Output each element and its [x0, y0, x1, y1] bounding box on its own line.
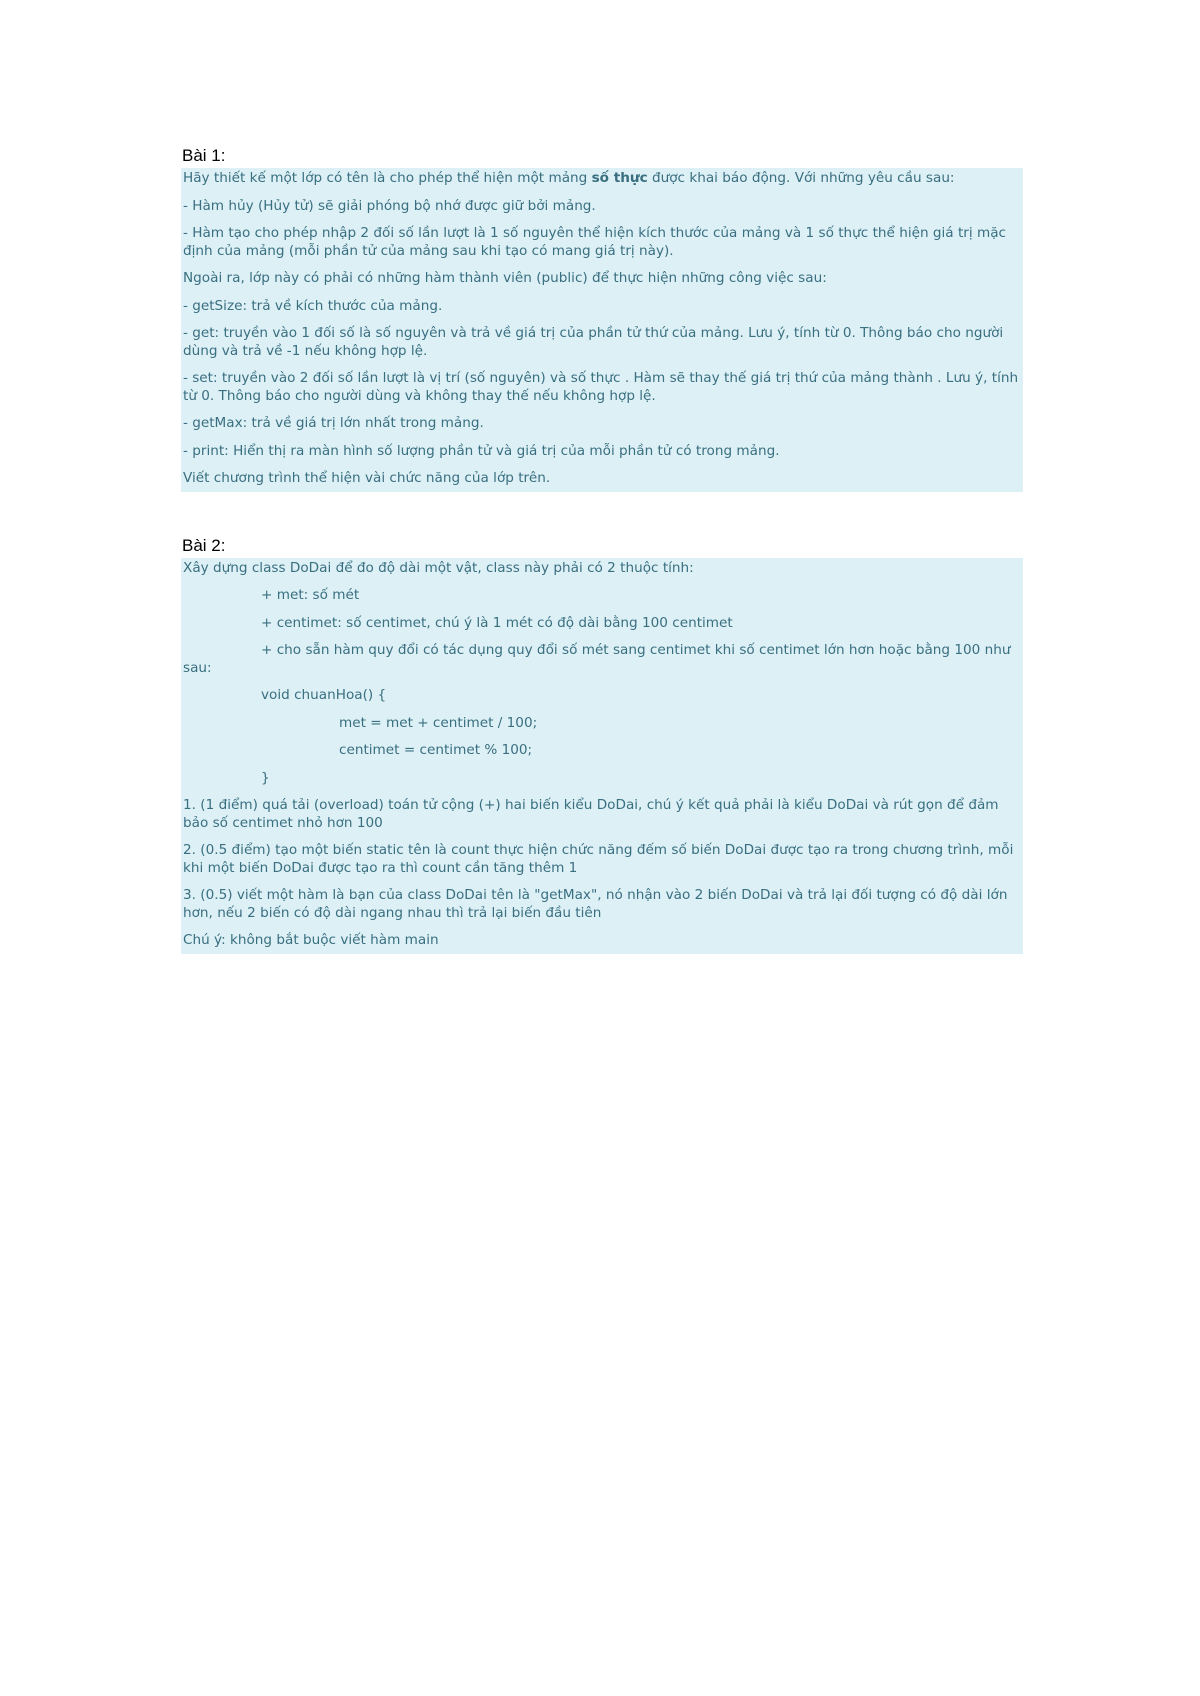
bai2-attr-chuanhoa [183, 642, 1021, 677]
code-signature: void chuanHoa() { [261, 687, 387, 703]
bai2-attr-centimet: + centimet: số centimet, chú ý là 1 mét có độ dài bằng 100 centimet [261, 614, 733, 631]
bai1-line: - Hàm tạo cho phép nhập 2 đối số lần lượt là 1 số nguyên thể hiện kích thước của mảng và 1 số thực thể hiện giá trị mặc định của mảng (mỗi phần tử của mảng sau khi tạo có mang giá trị này). [183, 225, 1007, 259]
bai1-line: - getMax: trả về giá trị lớn nhất trong mảng. [183, 415, 484, 431]
bai1-intro-post: được khai báo động. Với những yêu cầu sau: [647, 170, 955, 186]
bai1-box [181, 168, 1023, 492]
code-close: } [261, 769, 270, 786]
bai1-line: Viết chương trình thể hiện vài chức năng của lớp trên. [183, 470, 551, 486]
bai1-line: - print: Hiển thị ra màn hình số lượng phần tử và giá trị của mỗi phần tử có trong mảng. [183, 442, 780, 459]
bai1-line: - get: truyền vào 1 đối số là số nguyên và trả về giá trị của phần tử thứ của mảng. Lưu ý, tính từ 0. Thông báo cho người dùng và trả về -1 nếu không hợp lệ. [183, 325, 1004, 359]
bai2-attr-met: + met: số mét [261, 587, 360, 603]
bai1-line: - set: truyền vào 2 đối số lần lượt là vị trí (số nguyên) và số thực . Hàm sẽ thay thế giá trị thứ của mảng thành . Lưu ý, tính từ 0. Thông báo cho người dùng và không thay thế nếu không hợp lệ. [183, 370, 1019, 404]
bai2-box [181, 558, 1023, 954]
bai1-heading: Bài 1: [182, 146, 226, 165]
bai1-intro-pre: Hãy thiết kế một lớp có tên là cho phép thể hiện một mảng [183, 170, 592, 186]
bai1-intro [183, 170, 1021, 188]
bai2-task-2: 2. (0.5 điểm) tạo một biến static tên là count thực hiện chức năng đếm số biến DoDai được tạo ra trong chương trình, mỗi khi một biến DoDai được tạo ra thì count cần tăng thêm 1 [183, 842, 1014, 876]
bai2-attr-chuanhoa-text: + cho sẵn hàm quy đổi có tác dụng quy đổi số mét sang centimet khi số centimet lớn hơn hoặc bằng 100 như sau: [183, 642, 1011, 676]
bai1-line: - Hàm hủy (Hủy tử) sẽ giải phóng bộ nhớ được giữ bởi mảng. [183, 197, 596, 214]
document-page [181, 146, 1023, 954]
code-line: centimet = centimet % 100; [339, 742, 533, 758]
bai1-line: Ngoài ra, lớp này có phải có những hàm thành viên (public) để thực hiện những công việc sau: [183, 270, 827, 286]
bai2-task-3: 3. (0.5) viết một hàm là bạn của class DoDai tên là "getMax", nó nhận vào 2 biến DoDai và trả lại đối tượng có độ dài lớn hơn, nếu 2 biến có độ dài ngang nhau thì trả lại biến đầu tiên [183, 887, 1008, 921]
bai2-heading: Bài 2: [182, 535, 226, 555]
bai2-note: Chú ý: không bắt buộc viết hàm main [183, 932, 439, 948]
bai2-intro: Xây dựng class DoDai để đo độ dài một vật, class này phải có 2 thuộc tính: [183, 559, 694, 576]
bai1-intro-bold: số thực [591, 170, 648, 186]
code-line: met = met + centimet / 100; [339, 714, 538, 731]
bai2-task-1: 1. (1 điểm) quá tải (overload) toán tử cộng (+) hai biến kiểu DoDai, chú ý kết quả phải là kiểu DoDai và rút gọn để đảm bảo số centimet nhỏ hơn 100 [183, 797, 999, 831]
bai1-line: - getSize: trả về kích thước của mảng. [183, 297, 443, 314]
